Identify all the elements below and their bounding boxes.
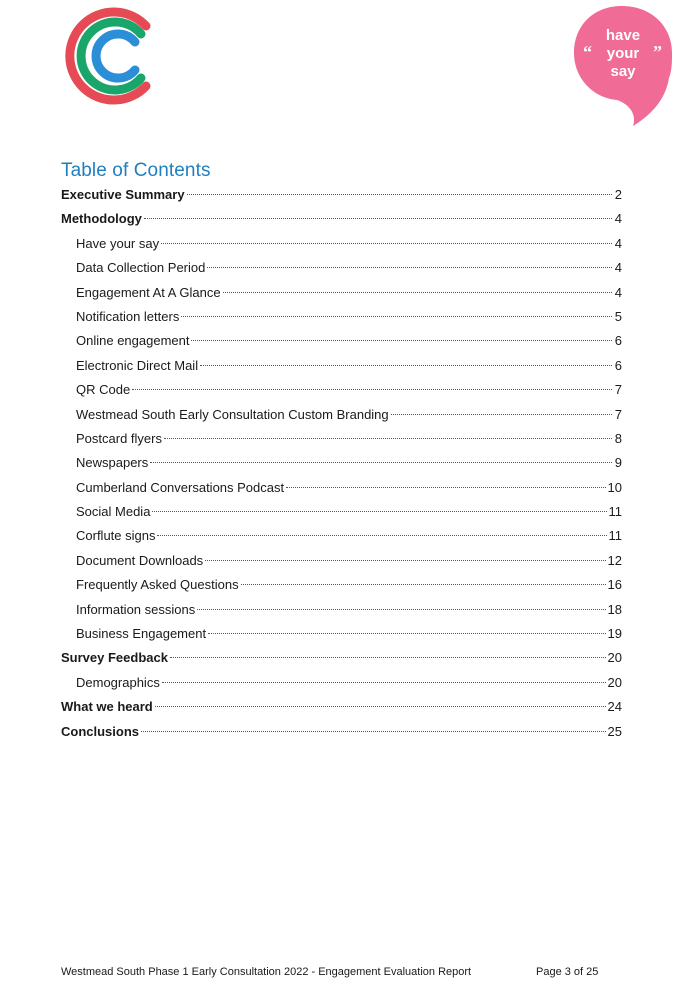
toc-entry-page[interactable]: 20	[607, 674, 622, 690]
toc-entry[interactable]	[61, 622, 622, 646]
toc-entry-label[interactable]: What we heard	[61, 699, 153, 715]
toc-entry[interactable]	[61, 476, 622, 500]
toc-entry-label[interactable]: Business Engagement	[76, 626, 207, 642]
toc-dot-leader	[170, 657, 606, 658]
toc-entry-page[interactable]: 24	[607, 699, 622, 715]
toc-entry-page[interactable]: 6	[614, 333, 622, 349]
footer-report-title: Westmead South Phase 1 Early Consultation 2022 - Engagement Evaluation Report	[61, 966, 472, 978]
open-quote-icon: “	[583, 42, 592, 62]
toc-entry-page[interactable]: 11	[608, 504, 622, 520]
toc-entry-label[interactable]: Electronic Direct Mail	[76, 357, 199, 373]
bubble-text-say: say	[610, 63, 636, 80]
toc-entry[interactable]	[61, 305, 622, 329]
toc-dot-leader	[205, 560, 605, 561]
footer-page-number: Page 3 of 25	[536, 966, 599, 978]
toc-dot-leader	[286, 487, 605, 488]
toc-entry-page[interactable]: 18	[607, 601, 622, 617]
toc-dot-leader	[157, 535, 606, 536]
toc-entry[interactable]	[61, 646, 622, 670]
toc-entry[interactable]	[61, 598, 622, 622]
toc-dot-leader	[207, 267, 612, 268]
toc-entry-label[interactable]: Frequently Asked Questions	[76, 577, 239, 593]
toc-entry-page[interactable]: 16	[607, 577, 622, 593]
toc-entry[interactable]	[61, 256, 622, 280]
have-your-say-bubble-icon	[571, 4, 673, 128]
toc-entry-label[interactable]: Methodology	[61, 211, 142, 227]
toc-entry-label[interactable]: Information sessions	[76, 601, 196, 617]
toc-dot-leader	[241, 584, 606, 585]
toc-entry[interactable]	[61, 695, 622, 719]
toc-entry[interactable]	[61, 573, 622, 597]
toc-entry-label[interactable]: Westmead South Early Consultation Custom Branding	[76, 406, 389, 422]
toc-dot-leader	[161, 243, 612, 244]
toc-entry-page[interactable]: 11	[608, 528, 622, 544]
toc-dot-leader	[197, 609, 605, 610]
toc-dot-leader	[181, 316, 612, 317]
toc-entry-label[interactable]: Newspapers	[76, 455, 149, 471]
toc-entry-page[interactable]: 12	[607, 552, 622, 568]
toc-entry-label[interactable]: Engagement At A Glance	[76, 284, 221, 300]
toc-entry-page[interactable]: 19	[607, 626, 622, 642]
toc-dot-leader	[155, 706, 606, 707]
toc-entry[interactable]	[61, 451, 622, 475]
toc-entry[interactable]	[61, 720, 622, 744]
toc-entry-label[interactable]: Cumberland Conversations Podcast	[76, 479, 285, 495]
toc-entry-page[interactable]: 2	[614, 187, 622, 202]
toc-dot-leader	[150, 462, 612, 463]
toc-dot-leader	[200, 365, 612, 366]
toc-dot-leader	[132, 389, 612, 390]
cumberland-c-logo-icon	[62, 4, 162, 108]
toc-entry[interactable]	[61, 427, 622, 451]
toc-dot-leader	[141, 731, 606, 732]
toc-entry-label[interactable]: Conclusions	[61, 723, 140, 739]
toc-entry-label[interactable]: QR Code	[76, 382, 131, 398]
toc-entry-page[interactable]: 7	[614, 382, 622, 398]
toc-entry-page[interactable]: 20	[607, 650, 622, 666]
toc-entry[interactable]	[61, 524, 622, 548]
toc-entry-page[interactable]: 9	[614, 455, 622, 471]
toc-dot-leader	[162, 682, 606, 683]
toc-entry[interactable]	[61, 183, 622, 207]
toc-dot-leader	[152, 511, 606, 512]
table-of-contents	[61, 183, 622, 744]
toc-entry-page[interactable]: 4	[614, 260, 622, 276]
toc-title: Table of Contents	[61, 160, 211, 181]
toc-entry-label[interactable]: Demographics	[76, 674, 160, 690]
toc-entry-label[interactable]: Postcard flyers	[76, 430, 162, 446]
toc-dot-leader	[191, 340, 612, 341]
close-quote-icon: ”	[653, 42, 662, 62]
toc-entry-page[interactable]: 6	[614, 357, 622, 373]
toc-dot-leader	[208, 633, 605, 634]
toc-entry-page[interactable]: 8	[614, 430, 622, 446]
toc-entry[interactable]	[61, 378, 622, 402]
toc-dot-leader	[164, 438, 612, 439]
toc-entry-label[interactable]: Document Downloads	[76, 552, 204, 568]
toc-entry-label[interactable]: Notification letters	[76, 308, 180, 324]
toc-entry[interactable]	[61, 329, 622, 353]
toc-entry-page[interactable]: 4	[614, 235, 622, 251]
toc-entry-page[interactable]: 10	[607, 479, 622, 495]
toc-entry-label[interactable]: Data Collection Period	[76, 260, 206, 276]
toc-entry-label[interactable]: Online engagement	[76, 333, 190, 349]
bubble-text-your: your	[606, 45, 640, 62]
toc-entry[interactable]	[61, 281, 622, 305]
toc-entry[interactable]	[61, 354, 622, 378]
toc-entry-label[interactable]: Executive Summary	[61, 187, 185, 202]
toc-entry[interactable]	[61, 207, 622, 231]
toc-entry-page[interactable]: 5	[614, 308, 622, 324]
toc-entry-label[interactable]: Have your say	[76, 235, 160, 251]
toc-entry[interactable]	[61, 671, 622, 695]
toc-dot-leader	[187, 194, 612, 195]
toc-entry[interactable]	[61, 549, 622, 573]
toc-entry-page[interactable]: 7	[614, 406, 622, 422]
toc-dot-leader	[223, 292, 612, 293]
toc-entry[interactable]	[61, 403, 622, 427]
toc-entry-page[interactable]: 4	[614, 284, 622, 300]
toc-entry-label[interactable]: Corflute signs	[76, 528, 156, 544]
toc-entry-page[interactable]: 4	[614, 211, 622, 227]
toc-entry-label[interactable]: Survey Feedback	[61, 650, 168, 666]
toc-entry[interactable]	[61, 500, 622, 524]
bubble-text-have: have	[605, 27, 641, 44]
toc-dot-leader	[391, 414, 612, 415]
toc-entry-label[interactable]: Social Media	[76, 504, 151, 520]
toc-entry-page[interactable]: 25	[607, 723, 622, 739]
toc-entry[interactable]	[61, 232, 622, 256]
toc-dot-leader	[144, 218, 612, 219]
